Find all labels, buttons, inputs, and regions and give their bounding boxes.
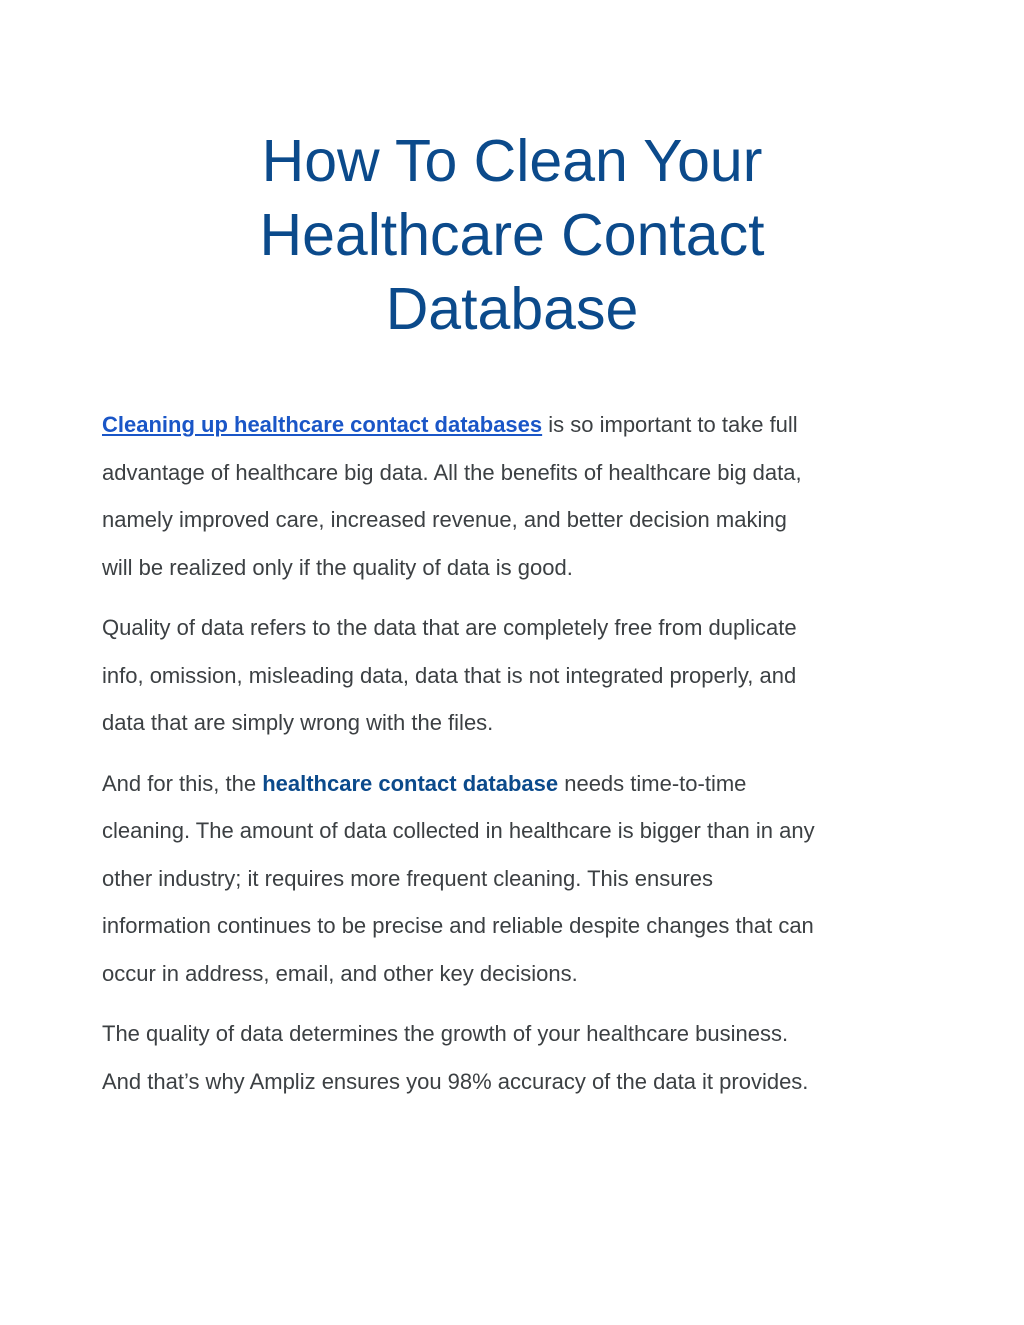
paragraph-line: namely improved care, increased revenue, and better decision making bbox=[102, 507, 787, 532]
paragraph-line: Quality of data refers to the data that are completely free from duplicate bbox=[102, 615, 797, 640]
page-title bbox=[0, 124, 1024, 346]
title-line-2: Healthcare Contact bbox=[259, 202, 765, 268]
paragraph-line: advantage of healthcare big data. All the benefits of healthcare big data, bbox=[102, 459, 802, 485]
healthcare-contact-database-highlight: healthcare contact database bbox=[262, 770, 559, 796]
cleaning-databases-link[interactable]: Cleaning up healthcare contact databases bbox=[102, 412, 543, 437]
paragraph-cleaning bbox=[102, 760, 932, 998]
paragraph-line: The quality of data determines the growth of your healthcare business. bbox=[102, 1021, 789, 1046]
paragraph-line bbox=[102, 760, 932, 808]
paragraph-quality bbox=[102, 604, 932, 747]
paragraph-line: data that are simply wrong with the files. bbox=[102, 710, 494, 735]
paragraph-line: information continues to be precise and reliable despite changes that can bbox=[102, 913, 814, 938]
paragraph-line bbox=[102, 401, 932, 449]
paragraph-text: is so important to take full bbox=[542, 412, 798, 437]
paragraph-line: other industry; it requires more frequent cleaning. This ensures bbox=[102, 865, 714, 891]
paragraph-line: And that’s why Ampliz ensures you 98% accuracy of the data it provides. bbox=[102, 1068, 809, 1094]
paragraph-line: cleaning. The amount of data collected in healthcare is bigger than in any bbox=[102, 818, 815, 843]
paragraph-line: info, omission, misleading data, data that is not integrated properly, and bbox=[102, 662, 797, 688]
paragraph-intro bbox=[102, 401, 932, 591]
title-line-3: Database bbox=[385, 276, 639, 342]
title-line-1: How To Clean Your bbox=[261, 128, 763, 194]
paragraph-text: And for this, the bbox=[102, 770, 263, 796]
paragraph-line: occur in address, email, and other key decisions. bbox=[102, 960, 578, 986]
document-body bbox=[102, 401, 932, 1118]
paragraph-text: needs time-to-time bbox=[558, 770, 747, 796]
paragraph-line: will be realized only if the quality of data is good. bbox=[102, 554, 573, 580]
paragraph-growth bbox=[102, 1010, 932, 1105]
